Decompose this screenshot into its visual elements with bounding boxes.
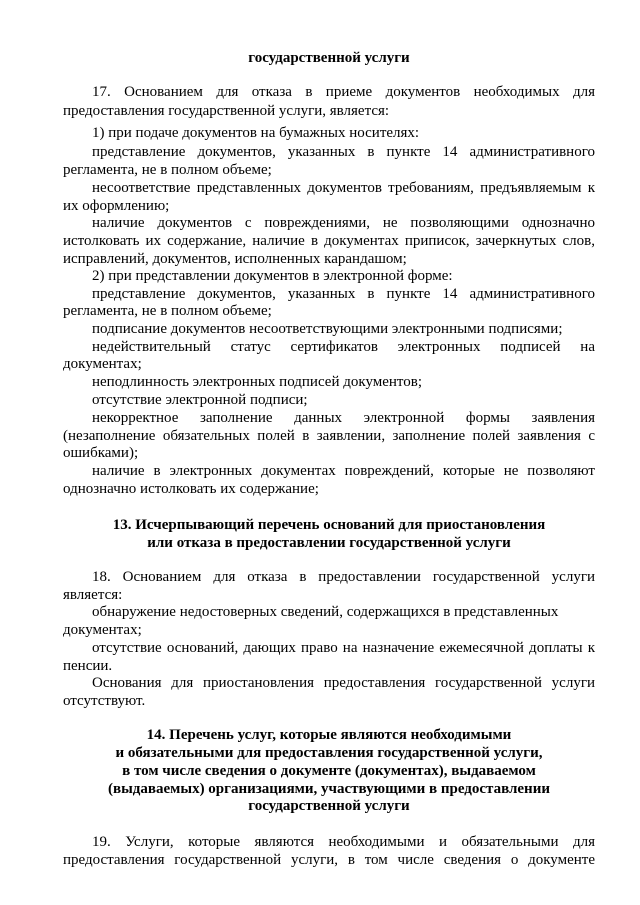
section-14-heading-line: в том числе сведения о документе (документах), выдаваемом	[122, 763, 536, 779]
section-14-heading-line: 14. Перечень услуг, которые являются необходимыми	[146, 727, 512, 743]
paragraph-18-c-line: Основания для приостановления предоставления государственной услуги	[92, 675, 595, 691]
paragraph-17-i-line: (незаполнение обязательных полей в заявлении, заполнение полей заявления с	[63, 428, 595, 444]
section-13-heading-line: или отказа в предоставлении государственной услуги	[147, 535, 511, 551]
paragraph-17-j-line: наличие в электронных документах повреждений, которые не позволяют	[92, 463, 595, 479]
section-14-heading-line: государственной услуги	[248, 798, 410, 814]
paragraph-17-g: неподлинность электронных подписей документов;	[92, 374, 423, 390]
paragraph-19-line: предоставления государственной услуги, в том числе сведения о документе	[63, 852, 595, 868]
section-14-heading-line: (выдаваемых) организациями, участвующими в предоставлении	[107, 781, 550, 797]
paragraph-17-line: предоставления государственной услуги, является:	[63, 103, 390, 119]
section-heading-continuation: государственной услуги	[248, 50, 410, 66]
paragraph-17-f-line: документах;	[63, 356, 142, 372]
paragraph-18-b-line: пенсии.	[63, 658, 113, 674]
paragraph-17-line: 17. Основанием для отказа в приеме документов необходимых для	[92, 84, 595, 100]
paragraph-18-line: является:	[63, 587, 123, 603]
paragraph-17-f-line: недействительный статус сертификатов электронных подписей на	[92, 339, 595, 355]
section-13-heading-line: 13. Исчерпывающий перечень оснований для приостановления	[112, 517, 546, 533]
paragraph-17-b-line: их оформлению;	[63, 198, 170, 214]
paragraph-17-d-line: регламента, не в полном объеме;	[63, 303, 272, 319]
paragraph-17-c-line: истолковать их содержание, наличие в документах приписок, зачеркнутых слов,	[63, 233, 595, 249]
paragraph-17-b-line: несоответствие представленных документов требованиям, предъявляемым к	[92, 180, 595, 196]
paragraph-17-i-line: некорректное заполнение данных электронной формы заявления	[92, 410, 595, 426]
paragraph-17-d-line: представление документов, указанных в пункте 14 административного	[92, 286, 595, 302]
paragraph-17-i-line: ошибками);	[63, 445, 139, 461]
paragraph-18-a-line: документах;	[63, 622, 142, 638]
paragraph-17-a-line: регламента, не в полном объеме;	[63, 162, 272, 178]
section-14-heading-line: и обязательными для предоставления государственной услуги,	[115, 745, 543, 761]
paragraph-17-j-line: однозначно истолковать их содержание;	[63, 481, 319, 497]
paragraph-17-e: подписание документов несоответствующими электронными подписями;	[92, 321, 563, 337]
paragraph-18-c-line: отсутствуют.	[63, 693, 146, 709]
paragraph-18-b-line: отсутствие оснований, дающих право на назначение ежемесячной доплаты к	[92, 640, 595, 656]
paragraph-17-h: отсутствие электронной подписи;	[92, 392, 308, 408]
paragraph-19-line: 19. Услуги, которые являются необходимыми и обязательными для	[92, 834, 595, 850]
paragraph-17-c-line: исправлений, документов, исполненных карандашом;	[63, 251, 407, 267]
paragraph-17-c-line: наличие документов с повреждениями, не позволяющими однозначно	[92, 215, 595, 231]
paragraph-18-line: 18. Основанием для отказа в предоставлении государственной услуги	[92, 569, 595, 585]
paragraph-18-a-line: обнаружение недостоверных сведений, содержащихся в представленных	[92, 604, 559, 620]
paragraph-17-item-2: 2) при представлении документов в электронной форме:	[92, 268, 453, 284]
paragraph-17-a-line: представление документов, указанных в пункте 14 административного	[92, 144, 595, 160]
paragraph-17-item-1: 1) при подаче документов на бумажных носителях:	[92, 125, 420, 141]
